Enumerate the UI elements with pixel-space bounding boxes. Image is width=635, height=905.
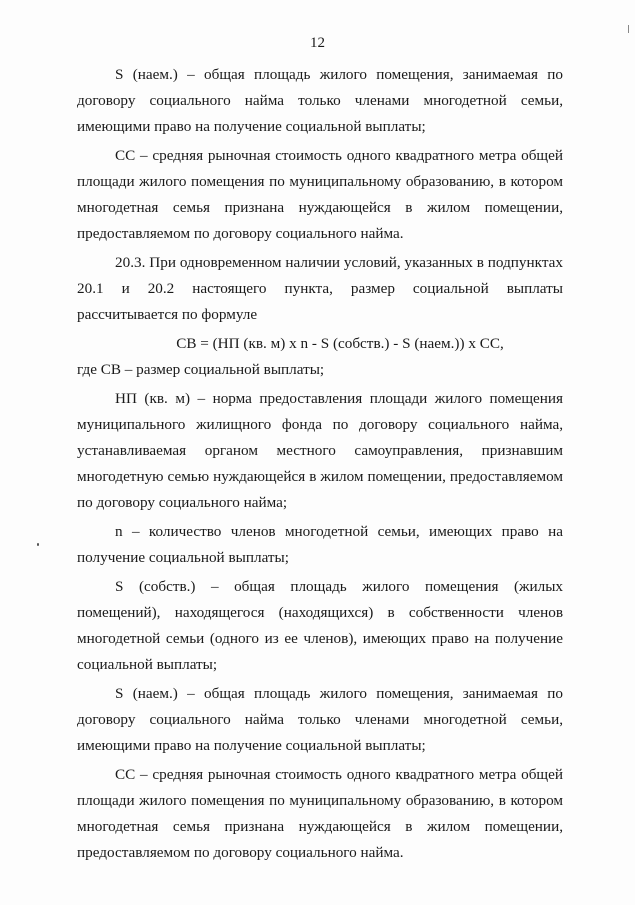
paragraph-cc-definition-2: СС – средняя рыночная стоимость одного квадратного метра общей площади жилого помещения по муниципальному образованию, в котором многодетная семья признана нуждающейся в жилом помещении, предоставляемом по договору социального найма. [77, 766, 563, 861]
scan-artifact-mark [628, 25, 633, 33]
scan-artifact-dot [37, 543, 39, 546]
paragraph-cc-definition: СС – средняя рыночная стоимость одного квадратного метра общей площади жилого помещения по муниципальному образованию, в котором многодетная семья признана нуждающейся в жилом помещении, предоставляемом по договору социального найма. [77, 147, 563, 242]
paragraph-s-sobstv-definition: S (собств.) – общая площадь жилого помещения (жилых помещений), находящегося (находящихся) в собственности членов многодетной семьи (одного из ее членов), имеющих право на получение социальной выплаты; [77, 578, 563, 673]
paragraph-s-naem-definition-2: S (наем.) – общая площадь жилого помещения, занимаемая по договору социального найма только членами многодетной семьи, имеющими право на получение социальной выплаты; [77, 685, 563, 754]
paragraph-n-definition: n – количество членов многодетной семьи, имеющих право на получение социальной выплаты; [77, 523, 563, 566]
paragraph-20-3: 20.3. При одновременном наличии условий, указанных в подпунктах 20.1 и 20.2 настоящего пункта, размер социальной выплаты рассчитывается по формуле [77, 254, 563, 323]
document-body [77, 62, 563, 869]
paragraph-sv-definition: где СВ – размер социальной выплаты; [77, 361, 325, 378]
paragraph-s-naem-definition: S (наем.) – общая площадь жилого помещения, занимаемая по договору социального найма только членами многодетной семьи, имеющими право на получение социальной выплаты; [77, 66, 563, 135]
page-number: 12 [310, 35, 325, 51]
paragraph-np-definition: НП (кв. м) – норма предоставления площади жилого помещения муниципального жилищного фонда по договору социального найма, устанавливаемая органом местного самоуправления, признавшим многодетную семью нуждающейся в жилом помещении, предоставляемом по договору социального найма; [77, 390, 563, 511]
formula: СВ = (НП (кв. м) x n - S (собств.) - S (наем.)) x СС, [176, 335, 504, 352]
